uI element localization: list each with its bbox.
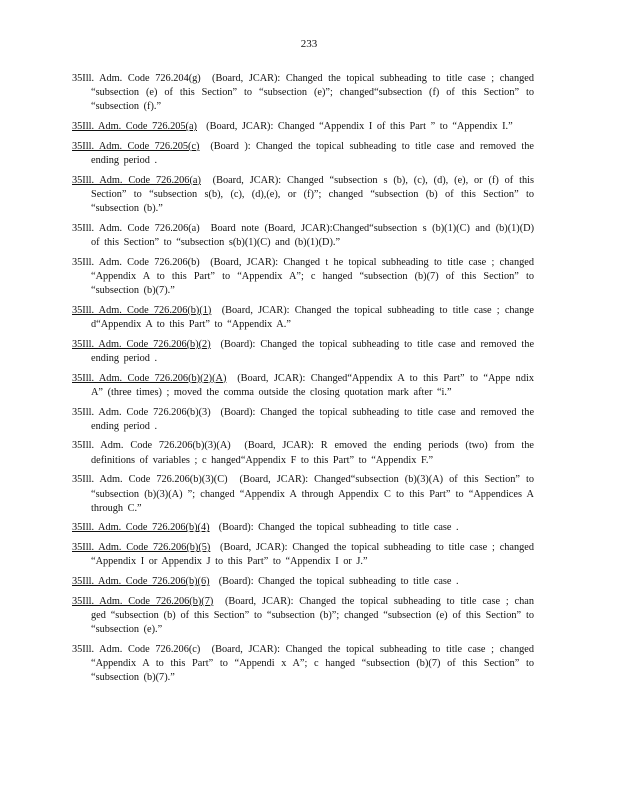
amendment-list [72,72,534,691]
amendment-description: (Board, JCAR): Changed the topical subheading to title case ; chan ged “subsection (b) of this Section” to “subsection (b)”; changed “subsection (e) of this Section” to “subsection (e).” [91,595,534,636]
code-citation: 35Ill. Adm. Code 726.206(b)(4) [72,522,210,534]
amendment-description: (Board, JCAR): Changed “Appendix I of this Part ” to “Appendix I.” [206,121,513,133]
code-citation: 35Ill. Adm. Code 726.206(b)(1) [72,304,212,316]
code-citation: 35Ill. Adm. Code 726.206(b)(3)(C) [72,474,228,486]
amendment-description: (Board, JCAR): Changed the topical subheading to title case ; changed “subsection (e) of this Section” to “subsection (e)”; changed“subsection (f) of this Section” to “subsection (f).” [91,73,534,113]
amendment-entry [72,222,534,250]
code-citation: 35Ill. Adm. Code 726.206(b)(6) [72,576,210,588]
amendment-entry [72,473,534,516]
amendment-entry [72,541,534,569]
amendment-entry [72,575,534,589]
code-citation: 35Ill. Adm. Code 726.205(a) [72,121,197,133]
amendment-entry [72,140,534,168]
amendment-entry [72,372,534,400]
amendment-entry [72,174,534,217]
code-citation: 35Ill. Adm. Code 726.206(b)(3)(A) [72,440,231,452]
amendment-description: (Board, JCAR): Changed t he topical subheading to title case ; changed “Appendix A to this Part” to “Appendix A”; c hanged “subsection (b)(7) of this Section” to “subsection (b)(7).” [91,256,534,297]
code-citation: 35Ill. Adm. Code 726.206(b)(3) [72,406,211,418]
amendment-description: (Board, JCAR): Changed the topical subheading to title case ; change d“Appendix A to this Part” to “Appendix A.” [91,304,534,331]
amendment-description: (Board, JCAR): R emoved the ending periods (two) from the definitions of variables ; c hanged“Appendix F to this Part” to “Appendix F.” [91,440,534,466]
amendment-description: (Board, JCAR): Changed“subsection (b)(3)(A) of this Section” to “subsection (b)(3)(A) ”; changed “Appendix A through Appendix C to this Part” to “Appendices A through C.” [91,474,534,514]
amendment-description: (Board): Changed the topical subheading to title case and removed the ending period . [91,338,535,364]
amendment-entry [72,643,534,686]
amendment-entry [72,72,534,115]
amendment-entry [72,406,534,434]
amendment-entry [72,439,534,467]
amendment-entry [72,521,534,535]
code-citation: 35Ill. Adm. Code 726.206(a) [72,222,200,234]
code-citation: 35Ill. Adm. Code 726.206(a) [72,174,201,186]
code-citation: 35Ill. Adm. Code 726.206(b) [72,256,200,268]
code-citation: 35Ill. Adm. Code 726.206(b)(2)(A) [72,372,227,384]
amendment-description: (Board, JCAR): Changed the topical subheading to title case ; changed “Appendix I or Appendix J to this Part” to “Appendix I or J.” [91,542,534,568]
amendment-description: (Board, JCAR): Changed the topical subheading to title case ; changed “Appendix A to this Part” to “Appendi x A”; c hanged “subsection (b)(7) of this Section” to “subsection (b)(7).” [91,643,535,684]
amendment-entry [72,338,534,366]
amendment-entry [72,256,534,299]
code-citation: 35Ill. Adm. Code 726.206(b)(7) [72,595,214,607]
page-number: 233 [300,38,318,50]
code-citation: 35Ill. Adm. Code 726.206(b)(5) [72,542,211,554]
amendment-description: (Board): Changed the topical subheading to title case . [218,522,459,534]
amendment-entry [72,120,534,134]
code-citation: 35Ill. Adm. Code 726.206(b)(2) [72,338,211,350]
amendment-description: Board note (Board, JCAR):Changed“subsection s (b)(1)(C) and (b)(1)(D) of this Section” to “subsection s(b)(1)(C) and (b)(1)(D).” [91,222,535,249]
amendment-description: (Board, JCAR): Changed“Appendix A to this Part” to “Appe ndix A” (three times) ; moved the comma outside the closing quotation mark after “i.” [91,372,534,398]
amendment-entry [72,595,534,638]
amendment-description: (Board): Changed the topical subheading to title case and removed the ending period . [91,406,535,432]
amendment-description: (Board, JCAR): Changed “subsection s (b), (c), (d), (e), or (f) of this Section” to “subsection s(b), (c), (d),(e), or (f)”; changed “subsection (b) of this Section” to “subsection (b).” [91,174,534,215]
amendment-entry [72,304,534,332]
code-citation: 35Ill. Adm. Code 726.205(c) [72,140,200,152]
amendment-description: (Board): Changed the topical subheading to title case . [218,576,459,588]
code-citation: 35Ill. Adm. Code 726.204(g) [72,73,201,84]
code-citation: 35Ill. Adm. Code 726.206(c) [72,643,201,655]
amendment-description: (Board ): Changed the topical subheading to title case and removed the ending period . [91,140,534,167]
